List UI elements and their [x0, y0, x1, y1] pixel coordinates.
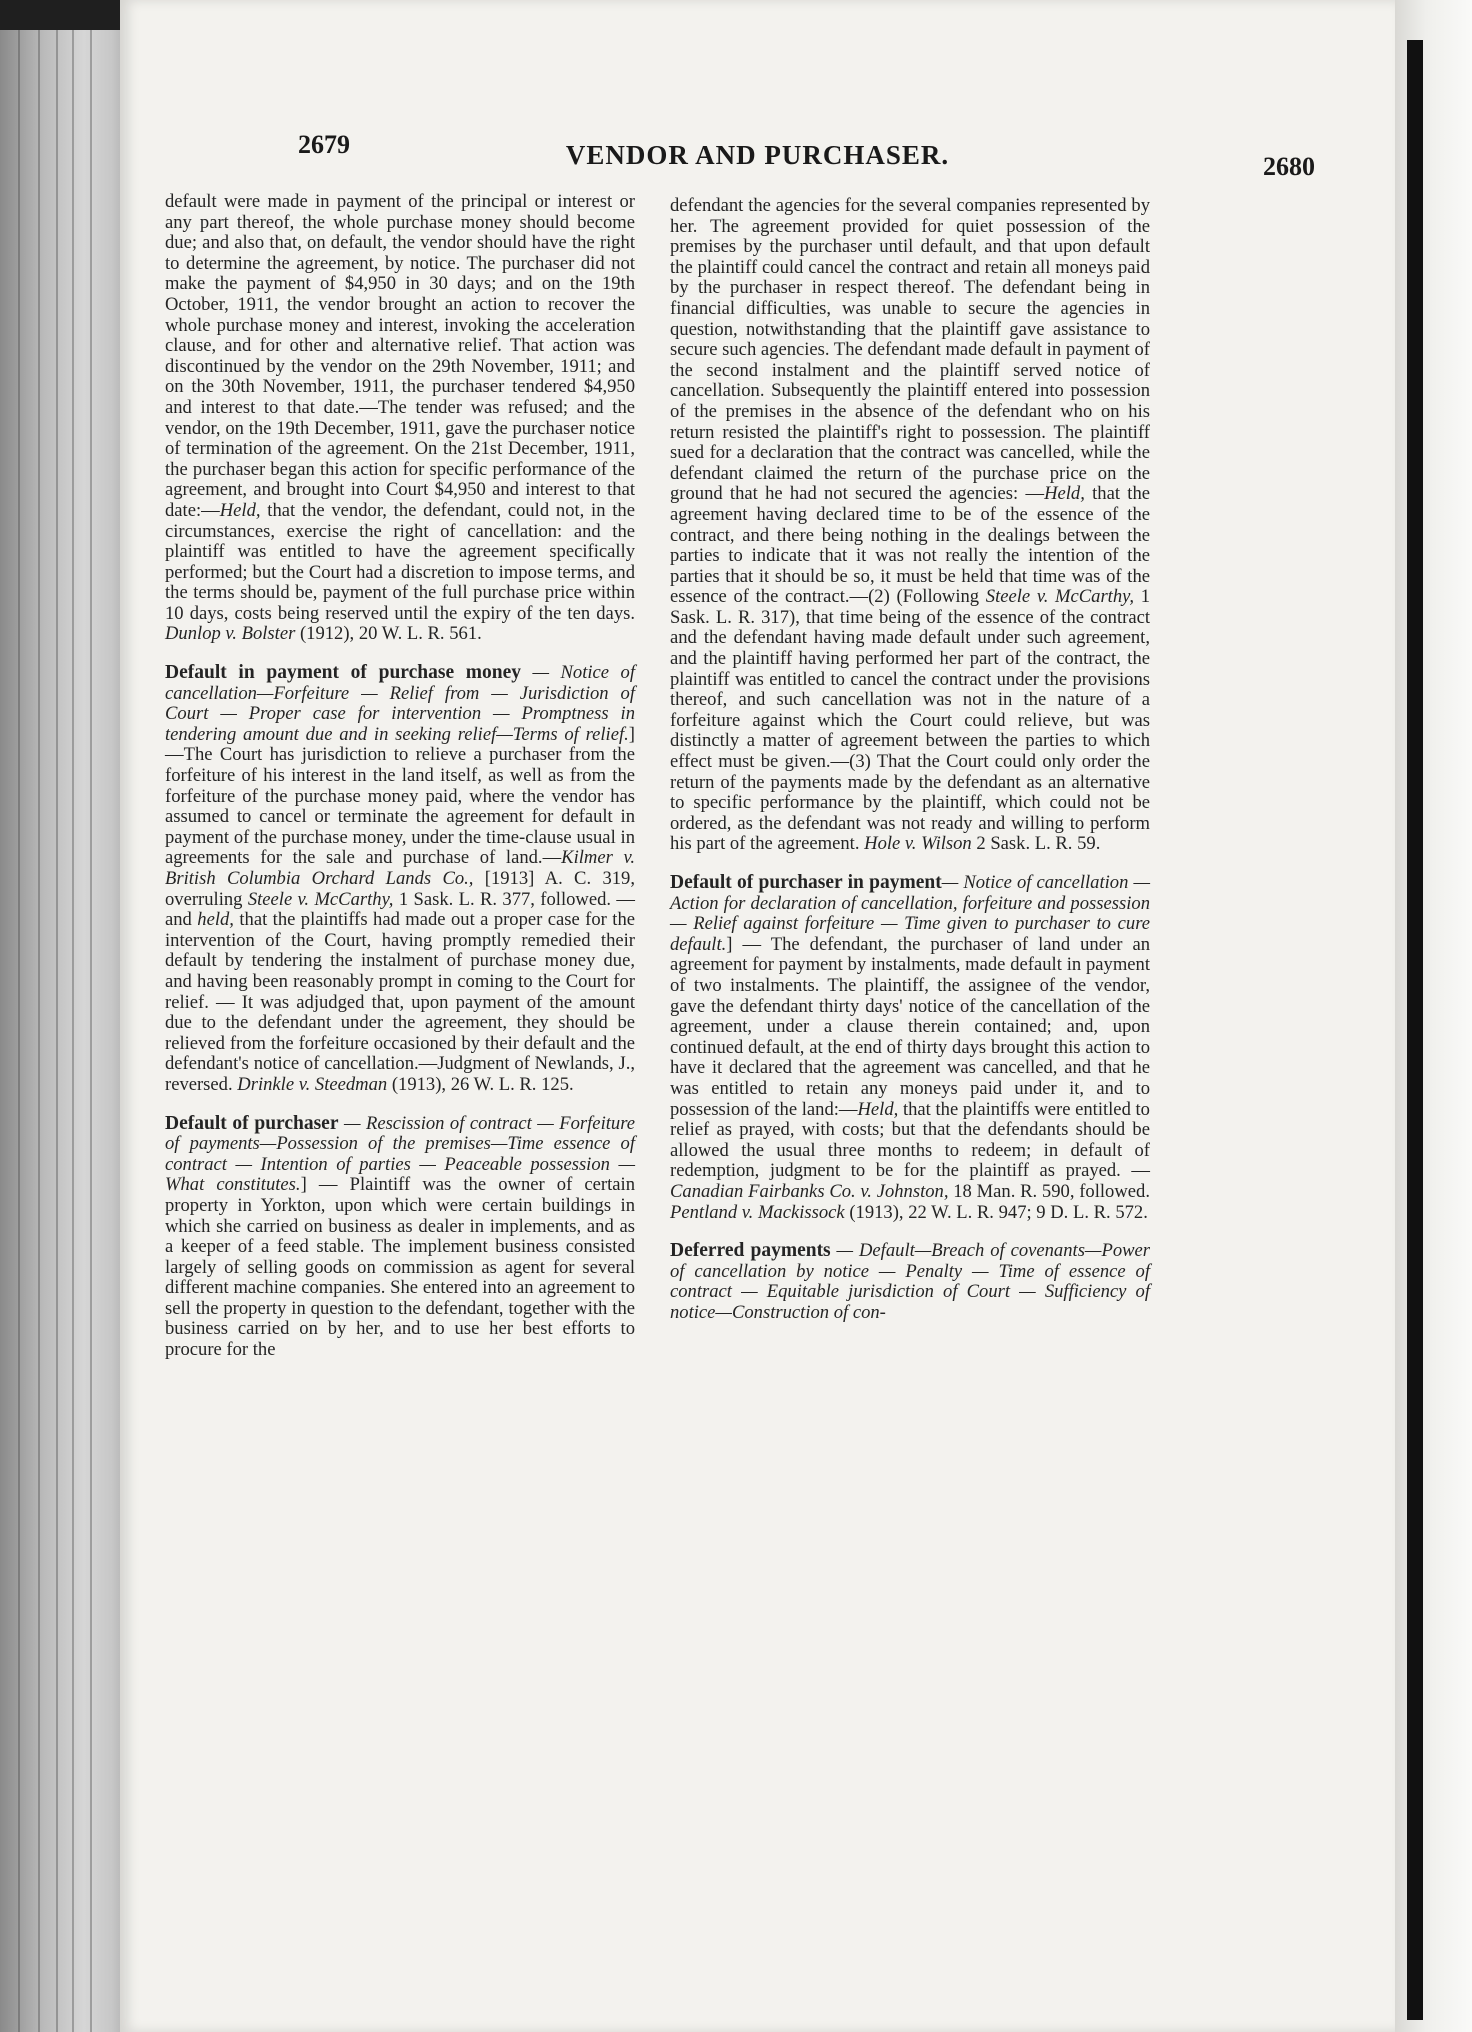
right-column	[670, 196, 1150, 1323]
entry-headword: Default of purchaser	[165, 1112, 339, 1134]
left-column	[165, 192, 635, 1361]
book-right-edge	[1395, 0, 1472, 2032]
binding-shadow	[1407, 40, 1423, 2020]
entry-headword: Default of purchaser in payment	[670, 872, 942, 893]
page-number-left: 2679	[298, 130, 350, 159]
entry-default-in-payment: Default in payment of purchase money — Notice of cancellation—Forfeiture — Relief from — Jurisdiction of Court — Proper case for intervention — Promptness in tendering amount due and in seeking relief—Terms of relief.]—The Court has jurisdiction to relieve a purchaser from the forfeiture of his interest in the land itself, as well as from the forfeiture of the purchase money paid, where the vendor has assumed to cancel or terminate the agreement for default in payment of the purchase money, under the time-clause usual in agreements for the sale and purchase of land.—Kilmer v. British Columbia Orchard Lands Co., [1913] A. C. 319, overruling Steele v. McCarthy, 1 Sask. L. R. 377, followed. — and held, that the plaintiffs had made out a proper case for the intervention of the Court, having promptly remedied their default by tendering the instalment of purchase money due, and having been reasonably prompt in coming to the Court for relief. — It was adjudged that, upon payment of the amount due to the defendant under the agreement, they should be relieved from the forfeiture occasioned by their default and the defendant's notice of cancellation.—Judgment of Newlands, J., reversed. Drinkle v. Steedman (1913), 26 W. L. R. 125.	[165, 662, 635, 1095]
page-header	[120, 0, 1395, 200]
book-left-page-edges	[0, 30, 140, 2032]
entry-default-of-purchaser-in-payment: Default of purchaser in payment— Notice of cancellation — Action for declaration of cancellation, forfeiture and possession — Relief against forfeiture — Time given to purchaser to cure default.] — The defendant, the purchaser of land under an agreement for payment by instalments, made default in payment of two instalments. The plaintiff, the assignee of the vendor, gave the defendant thirty days' notice of the cancellation of the agreement, under a clause therein contained; and, upon continued default, at the end of thirty days brought this action to have it declared that the agreement was cancelled, and that he was entitled to retain any moneys paid under it, and to possession of the land:—Held, that the plaintiffs were entitled to relief as prayed, with costs; but that the defendants should be allowed the usual three months to redeem; in default of redemption, judgment to be for the plaintiff as prayed. — Canadian Fairbanks Co. v. Johnston, 18 Man. R. 590, followed. Pentland v. Mackissock (1913), 22 W. L. R. 947; 9 D. L. R. 572.	[670, 872, 1150, 1223]
page-number-right: 2680	[1263, 152, 1315, 181]
entry-default-of-purchaser: Default of purchaser — Rescission of contract — Forfeiture of payments—Possession of the premises—Time essence of contract — Intention of parties — Peaceable possession — What constitutes.] — Plaintiff was the owner of certain property in Yorkton, upon which were certain buildings in which she carried on business as dealer in implements, and as a keeper of a feed stable. The implement business consisted largely of selling goods on commission as agent for several different machine companies. She entered into an agreement to sell the property in question to the defendant, together with the business carried on by her, and to use her best efforts to procure for the	[165, 1112, 636, 1361]
entry-headword: Deferred payments	[670, 1240, 831, 1262]
running-title: VENDOR AND PURCHASER.	[565, 140, 950, 170]
paragraph-continued: default were made in payment of the principal or interest or any part thereof, the whole purchase money should become due; and also that, on default, the vendor should have the right to determine the agreement, by notice. The purchaser did not make the payment of $4,950 in 30 days; and on the 19th October, 1911, the vendor brought an action to recover the whole purchase money and interest, invoking the acceleration clause, and for other and alternative relief. That action was discontinued by the vendor on the 29th November, 1911; and on the 30th November, 1911, the purchaser tendered $4,950 and interest to that date.—The tender was refused; and the vendor, on the 19th December, 1911, gave the purchaser notice of termination of the agreement. On the 21st December, 1911, the purchaser began this action for specific performance of the agreement, and brought into Court $4,950 and interest to that date:—Held, that the vendor, the defendant, could not, in the circumstances, exercise the right of cancellation: and the plaintiff was entitled to have the agreement specifically performed; but the Court had a discretion to impose terms, and the terms should be, payment of the full purchase price within 10 days, costs being reserved until the expiry of the ten days. Dunlop v. Bolster (1912), 20 W. L. R. 561.	[165, 191, 635, 645]
entry-deferred-payments: Deferred payments — Default—Breach of covenants—Power of cancellation by notice — Penalty — Time of essence of contract — Equitable jurisdiction of Court — Sufficiency of notice—Construction of con-	[670, 1240, 1151, 1323]
paragraph-continued: defendant the agencies for the several companies represented by her. The agreement provided for quiet possession of the premises by the purchaser until default, and that upon default the plaintiff could cancel the contract and retain all moneys paid by the purchaser in respect thereof. The defendant being in financial difficulties, was unable to secure the agencies in question, notwithstanding that the plaintiff gave assistance to secure such agencies. The defendant made default in payment of the second instalment and the plaintiff served notice of cancellation. Subsequently the plaintiff entered into possession of the premises in the absence of the defendant who on his return resisted the plaintiff's right to possession. The plaintiff sued for a declaration that the contract was cancelled, while the defendant claimed the return of the purchase price on the ground that he had not secured the agencies: —Held, that the agreement having declared time to be of the essence of the contract, and there being nothing in the dealings between the parties to indicate that it was not really the intention of the parties that it should be so, it must be held that time was of the essence of the contract.—(2) (Following Steele v. McCarthy, 1 Sask. L. R. 317), that time being of the essence of the contract and the defendant having made default under such agreement, and the plaintiff having performed her part of the contract, the plaintiff was entitled to cancel the contract under the provisions thereof, and such cancellation was not in the nature of a forfeiture against which the Court could relieve, but was distinctly a matter of agreement between the parties to which effect must be given.—(3) That the Court could only order the return of the payments made by the defendant as an alternative to specific performance by the plaintiff, which could not be ordered, as the defendant was not ready and willing to perform his part of the agreement. Hole v. Wilson 2 Sask. L. R. 59.	[670, 195, 1150, 855]
entry-headword: Default in payment of purchase money	[165, 662, 522, 684]
